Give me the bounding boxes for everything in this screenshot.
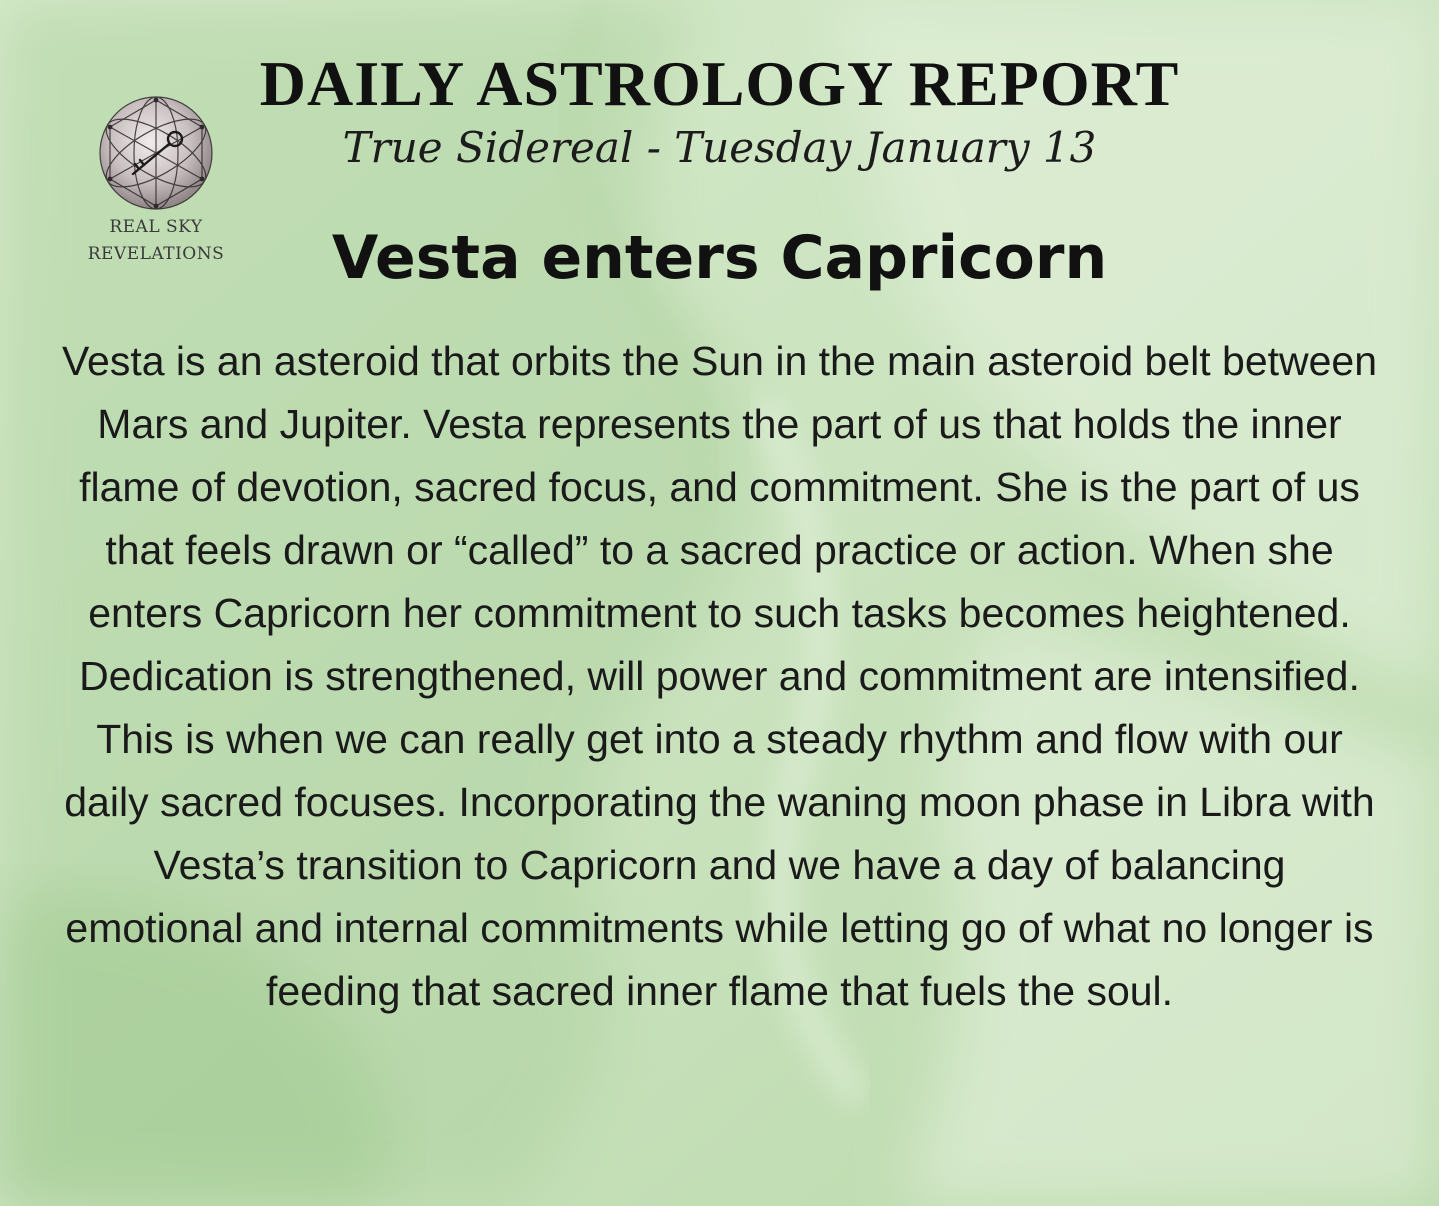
article-body: Vesta is an asteroid that orbits the Sun in the main asteroid belt between Mars and Jupiter. Vesta represents the part of us that holds the inner flame of devotion, sacred focus, and commitment. She is the part of us that feels drawn or “called” to a sacred practice or action. When she enters Capricorn her commitment to such tasks becomes heightened. Dedication is strengthened, will power and commitment are intensified. This is when we can really get into a steady rhythm and flow with our daily sacred focuses. Incorporating the waning moon phase in Libra with Vesta’s transition to Capricorn and we have a day of balancing emotional and internal commitments while letting go of what no longer is feeding that sacred inner flame that fuels the soul. [61, 338, 1378, 1014]
brand-name-line2: REVELATIONS [87, 244, 225, 264]
report-title: DAILY ASTROLOGY REPORT [259, 48, 1180, 119]
article-headline: Vesta enters Capricorn [331, 223, 1108, 293]
brand-name-line1: REAL SKY [109, 217, 203, 237]
report-subtitle: True Sidereal - Tuesday January 13 [342, 123, 1097, 172]
